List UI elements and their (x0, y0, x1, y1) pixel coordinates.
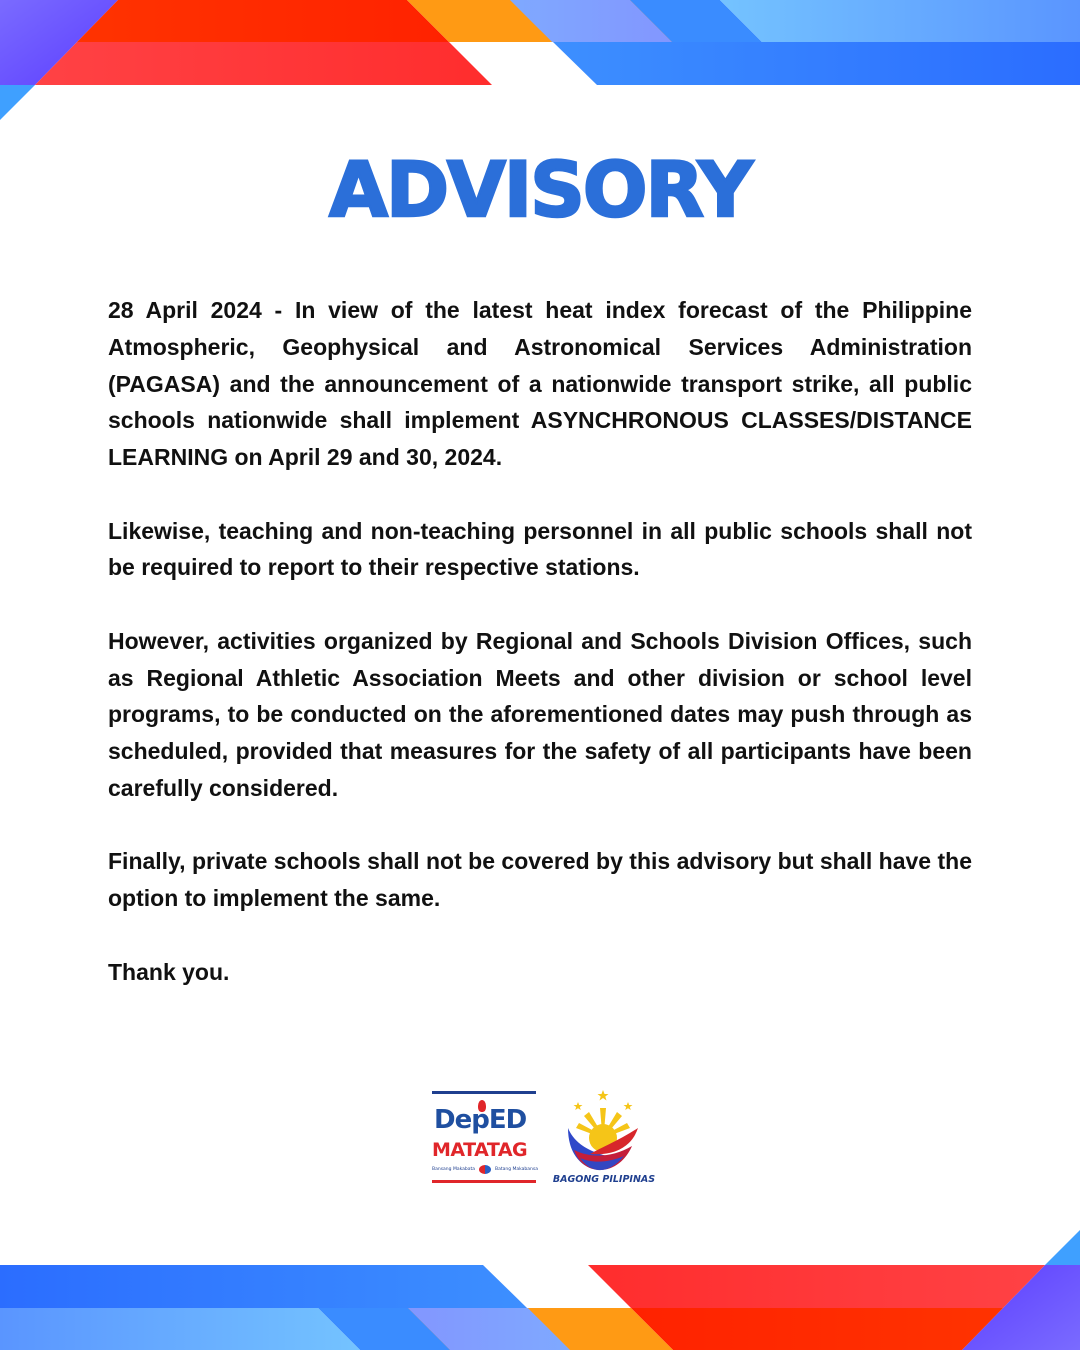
tagline-left: Bansang Makabata (432, 1166, 475, 1172)
hands-heart-icon (479, 1165, 491, 1174)
closing-thanks: Thank you. (108, 958, 230, 985)
advisory-title: ADVISORY (329, 145, 751, 234)
tagline-right: Batang Makabansa (495, 1166, 538, 1172)
bottom-decorative-banner (0, 1220, 1080, 1350)
logo-row (430, 1088, 660, 1188)
logo-divider (432, 1091, 536, 1094)
top-decorative-banner (0, 0, 1080, 130)
advisory-body (108, 292, 972, 990)
bagong-pilipinas-label: BAGONG PILIPINAS (552, 1174, 656, 1185)
logo-divider (432, 1180, 536, 1183)
deped-tagline (432, 1165, 538, 1174)
bagong-pilipinas-logo (546, 1088, 656, 1188)
paragraph-announcement: 28 April 2024 - In view of the latest heat index forecast of the Philippine Atmospheric, Geophysical and Astronomical Services Administration (PAGASA) and the announcement of a nationwide transport strike, all public schools nationwide shall implement ASYNCHRONOUS CLASSES/DISTANCE LEARNING on April 29 and 30, 2024. (108, 297, 972, 471)
deped-matatag-logo (430, 1088, 536, 1188)
sun-and-stars-icon (560, 1088, 646, 1174)
banner-shapes-icon (0, 1220, 1080, 1350)
paragraph-activities: However, activities organized by Regional and Schools Division Offices, such as Regional Athletic Association Meets and other division or school level programs, to be conducted on the aforementioned dates may push through as scheduled, provided that measures for the safety of all participants have been carefully considered. (108, 627, 972, 801)
deped-wordmark: DepED (434, 1105, 527, 1135)
matatag-wordmark: MATATAG (432, 1139, 528, 1161)
banner-shapes-icon (0, 0, 1080, 130)
paragraph-private-schools: Finally, private schools shall not be covered by this advisory but shall have the option to implement the same. (108, 848, 972, 912)
paragraph-personnel: Likewise, teaching and non-teaching personnel in all public schools shall not be required to report to their respective stations. (108, 517, 972, 581)
